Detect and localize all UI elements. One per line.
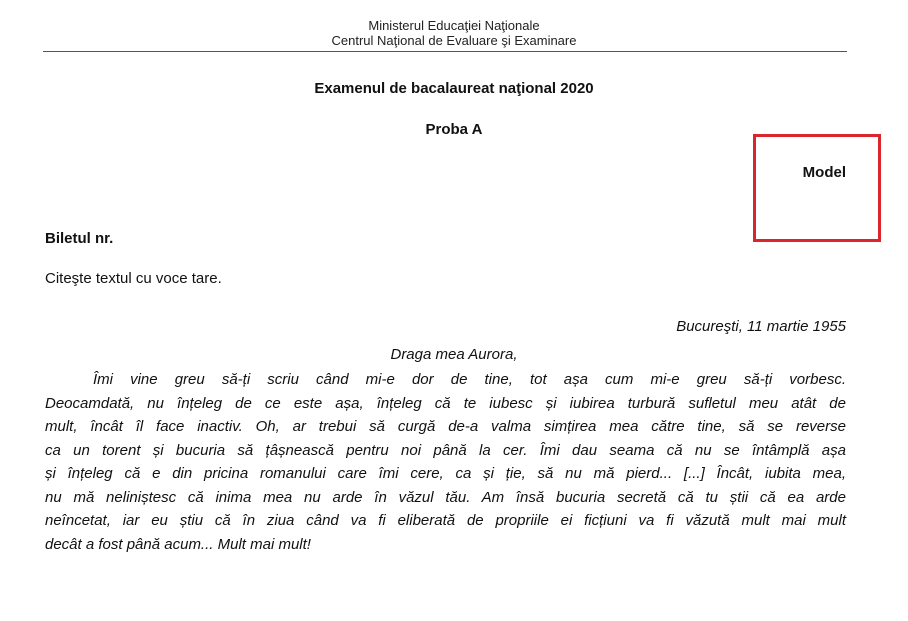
model-label: Model (802, 164, 846, 181)
letter-place-date: Bucureşti, 11 martie 1955 (676, 318, 846, 335)
reading-instruction: Citeşte textul cu voce tare. (45, 270, 222, 287)
letter-line: ca un torent și bucuria să țâșnească pentru noi până la cer. Îmi dau seama că nu se întâmplă așa (45, 441, 846, 459)
exam-subtitle: Proba A (425, 121, 483, 138)
letter-line: Deocamdată, nu înțeleg de ce este așa, înțeleg că te iubesc și iubirea turbură sufletul meu atât de (45, 394, 846, 412)
evaluation-center-name: Centrul Naţional de Evaluare şi Examinare (331, 33, 577, 48)
letter-line: Îmi vine greu să-ți scriu când mi-e dor de tine, tot așa cum mi-e greu să-ți vorbesc. (93, 371, 846, 388)
ministry-name: Ministerul Educaţiei Naţionale (368, 18, 540, 33)
exam-title: Examenul de bacalaureat naţional 2020 (314, 80, 594, 97)
letter-line: neîncetat, iar eu știu că în ziua când va fi eliberată de propriile ei ficțiuni va fi văzută mult mai mult (45, 512, 846, 529)
letter-body (45, 368, 846, 556)
header-divider (43, 51, 847, 52)
model-highlight-box (753, 134, 881, 242)
letter-salutation: Draga mea Aurora, (390, 346, 518, 363)
ticket-label: Biletul nr. (45, 230, 114, 247)
letter-line: și înțeleg că e din pricina romanului care îmi cere, ca și ție, să nu mă pierd... [...] Încât, iubita mea, (45, 465, 846, 482)
letter-line: mult, încât îl face inactiv. Oh, ar trebui să curgă de-a valma simțirea mea către tine, să se reverse (45, 418, 846, 435)
document-header (0, 18, 908, 48)
letter-line: nu mă neliniștesc că inima mea nu arde în văzul tău. Am însă bucuria secretă că tu știi că ea arde (45, 488, 846, 506)
letter-line: decât a fost până acum... Mult mai mult! (45, 535, 311, 553)
